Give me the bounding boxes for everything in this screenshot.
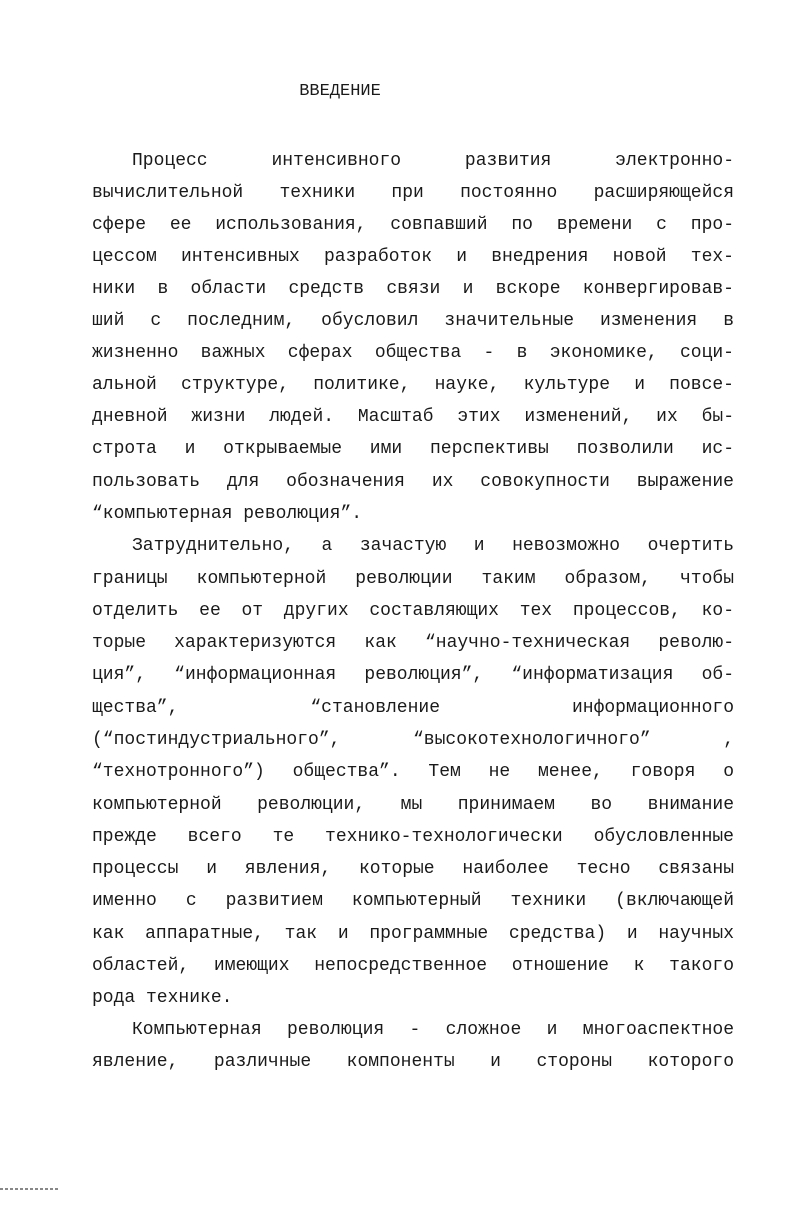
page-title: ВВЕДЕНИЕ — [299, 82, 381, 101]
paragraph-2-line-8: “технотронного”) общества”. Тем не менее, говоря о — [92, 762, 734, 782]
paragraph-2-line-2: границы компьютерной революции таким образом, чтобы — [92, 569, 734, 589]
paragraph-1-line-3: сфере ее использования, совпавший по времени с про- — [92, 215, 734, 235]
paragraph-3-line-1: Компьютерная революция - сложное и многоаспектное — [132, 1020, 734, 1040]
paragraph-2-line-11: процессы и явления, которые наиболее тесно связаны — [92, 859, 734, 879]
paragraph-1-line-1: Процесс интенсивного развития электронно- — [132, 151, 734, 171]
scan-artifact — [0, 1188, 60, 1190]
paragraph-3-line-2: явление, различные компоненты и стороны которого — [92, 1052, 734, 1072]
paragraph-1-line-9: дневной жизни людей. Масштаб этих изменений, их бы- — [92, 407, 734, 427]
paragraph-1-line-5: ники в области средств связи и вскоре конвергировав- — [92, 279, 734, 299]
paragraph-1-line-7: жизненно важных сферах общества - в экономике, соци- — [92, 343, 734, 363]
paragraph-1-line-6: ший с последним, обусловил значительные изменения в — [92, 311, 734, 331]
paragraph-2-line-12: именно с развитием компьютерный техники (включающей — [92, 891, 734, 911]
paragraph-2-line-4: торые характеризуются как “научно-техническая револю- — [92, 633, 734, 653]
paragraph-1-line-2: вычислительной техники при постоянно расширяющейся — [92, 183, 734, 203]
paragraph-1-line-10: строта и открываемые ими перспективы позволили ис- — [92, 439, 734, 459]
paragraph-1-line-4: цессом интенсивных разработок и внедрения новой тех- — [92, 247, 734, 267]
paragraph-2-line-3: отделить ее от других составляющих тех процессов, ко- — [92, 601, 734, 621]
paragraph-1-line-11: пользовать для обозначения их совокупности выражение — [92, 472, 734, 492]
paragraph-2-line-15: рода технике. — [92, 988, 233, 1008]
paragraph-1-line-12: “компьютерная революция”. — [92, 504, 363, 524]
paragraph-2-line-10: прежде всего те технико-технологически обусловленные — [92, 827, 734, 847]
paragraph-2-line-5: ция”, “информационная революция”, “информатизация об- — [92, 665, 734, 685]
paragraph-2-line-6: щества”, “становление информационного — [92, 698, 734, 718]
paragraph-2-line-14: областей, имеющих непосредственное отношение к такого — [92, 956, 734, 976]
paragraph-2-line-1: Затруднительно, а зачастую и невозможно очертить — [132, 536, 734, 556]
paragraph-1-line-8: альной структуре, политике, науке, культуре и повсе- — [92, 375, 734, 395]
paragraph-2-line-7: (“постиндустриального”, “высокотехнологичного” , — [92, 730, 734, 750]
paragraph-2-line-13: как аппаратные, так и программные средства) и научных — [92, 924, 734, 944]
paragraph-2-line-9: компьютерной революции, мы принимаем во внимание — [92, 795, 734, 815]
